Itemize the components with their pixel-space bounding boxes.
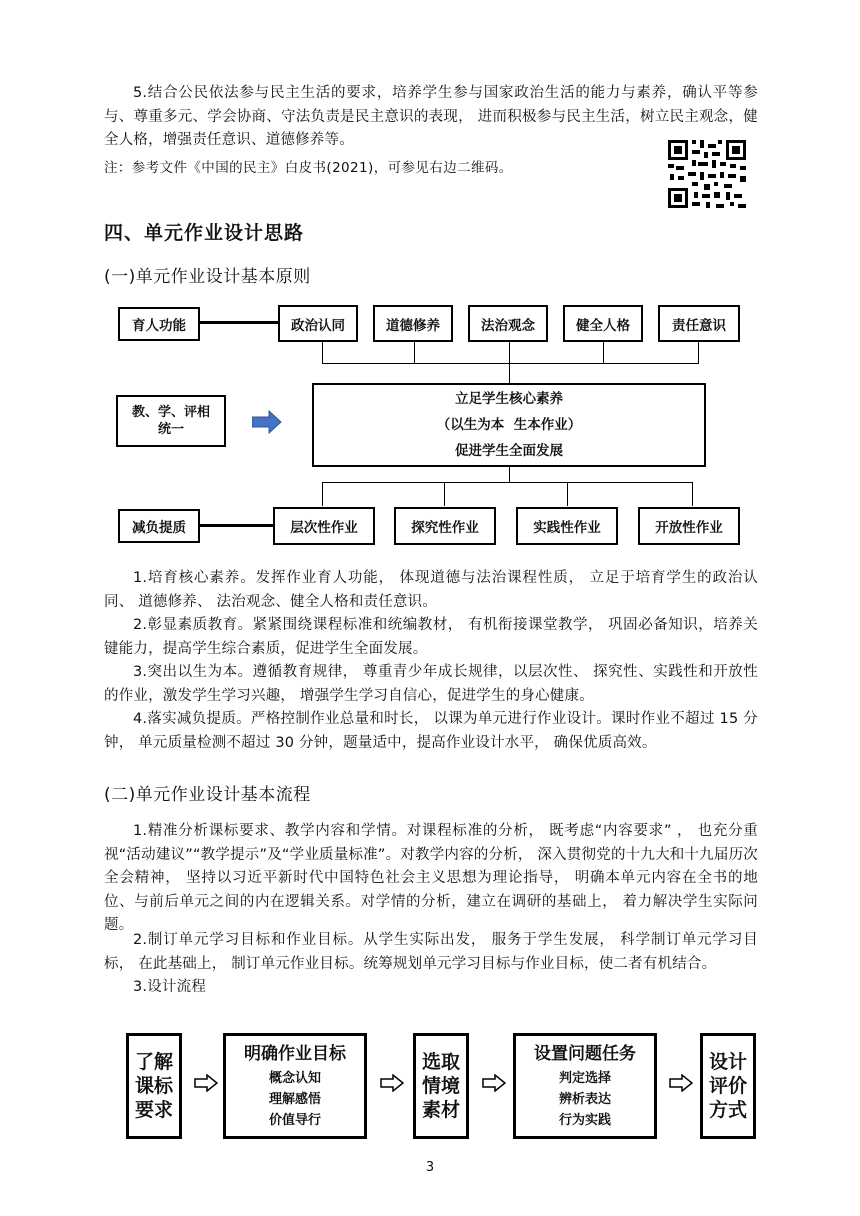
core-literacy-box	[312, 383, 706, 467]
right-arrow-icon	[252, 410, 282, 434]
box-political-identity: 政治认同	[278, 305, 358, 342]
flow-step-2	[223, 1033, 367, 1139]
connector-line	[692, 482, 693, 506]
flow-step-2-item-2: 理解感悟	[268, 1091, 321, 1107]
connector-line	[509, 363, 510, 383]
box-layered-homework: 层次性作业	[273, 507, 375, 545]
box-responsibility: 责任意识	[658, 305, 740, 342]
hollow-arrow-icon	[380, 1074, 404, 1092]
principle-para-2: 2.彰显素质教育。紧紧围绕课程标准和统编教材， 有机衔接课堂教学， 巩固必备知识，培养关键能力，提高学生综合素质，促进学生全面发展。	[104, 617, 758, 657]
box-practice-homework: 实践性作业	[516, 507, 618, 545]
hollow-arrow-icon	[482, 1074, 506, 1092]
connector-line	[414, 342, 415, 364]
flow-step-4-title: 设置问题任务	[534, 1043, 636, 1064]
connector-line	[444, 482, 445, 506]
connector-line	[322, 482, 693, 483]
part-2-title: (二)单元作业设计基本流程	[104, 785, 311, 805]
connector-line	[603, 342, 604, 364]
box-open-homework: 开放性作业	[638, 507, 740, 545]
part-1-title: (一)单元作业设计基本原则	[104, 267, 311, 287]
flow-step-4-item-3: 行为实践	[558, 1112, 611, 1128]
connector-line	[198, 524, 274, 527]
connector-line	[322, 363, 699, 364]
page-number: 3	[425, 1160, 435, 1175]
process-para-2: 2.制订单元学习目标和作业目标。从学生实际出发， 服务于学生发展， 科学制订单元学习目标， 在此基础上， 制订单元作业目标。统筹规划单元学习目标与作业目标，使二者有机结合。	[104, 932, 758, 972]
connector-line	[198, 321, 278, 324]
section-4-title: 四、单元作业设计思路	[104, 222, 305, 244]
connector-line	[698, 342, 699, 364]
box-moral-cultivation: 道德修养	[373, 305, 453, 342]
box-teach-learn-assess: 教、学、评相统一	[116, 395, 226, 447]
reference-note: 注：参考文件《中国的民主》白皮书(2021)，可参见右边二维码。	[104, 160, 513, 176]
process-para-1: 1.精准分析课标要求、教学内容和学情。对课程标准的分析， 既考虑“内容要求” ， 也充分重视“活动建议”“教学提示”及“学业质量标准”。对教学内容的分析， 深入贯彻党的十九大和十九届历次全会精神， 坚持以习近平新时代中国特色社会主义思想为理论指导， 明确本单元内容在全书的地位、与前后单元之间的内在逻辑关系。对学情的分析，建立在调研的基础上， 着力解决学生实际问题。	[104, 823, 758, 933]
flow-step-4-item-2: 辨析表达	[558, 1091, 611, 1107]
box-inquiry-homework: 探究性作业	[394, 507, 496, 545]
flow-step-1	[126, 1033, 182, 1139]
hollow-arrow-icon	[194, 1074, 218, 1092]
flow-step-5-label: 设计评价方式	[708, 1051, 747, 1121]
box-reduce-burden: 减负提质	[118, 509, 200, 543]
principle-para-3: 3.突出以生为本。遵循教育规律， 尊重青少年成长规律，以层次性、 探究性、实践性和开放性的作业，激发学生学习兴趣， 增强学生学习自信心，促进学生的身心健康。	[104, 664, 758, 704]
principle-para-4: 4.落实减负提质。严格控制作业总量和时长， 以课为单元进行作业设计。课时作业不超过 15 分钟， 单元质量检测不超过 30 分钟，题量适中，提高作业设计水平， 确保优质高效。	[104, 711, 758, 751]
flow-step-4-item-1: 判定选择	[558, 1070, 611, 1086]
principle-para-1: 1.培育核心素养。发挥作业育人功能， 体现道德与法治课程性质， 立足于培育学生的政治认同、 道德修养、 法治观念、健全人格和责任意识。	[104, 570, 758, 610]
intro-item-5: 5.结合公民依法参与民主生活的要求，培养学生参与国家政治生活的能力与素养，确认平等参与、尊重多元、学会协商、守法负责是民主意识的表现， 进而积极参与民主生活，树立民主观念，健全人格，增强责任意识、道德修养等。	[104, 85, 758, 148]
flow-step-5	[700, 1033, 756, 1139]
flow-step-2-item-1: 概念认知	[268, 1070, 321, 1086]
flow-step-4	[513, 1033, 657, 1139]
flow-step-3-label: 选取情境素材	[421, 1051, 460, 1121]
process-para-3: 3.设计流程	[133, 979, 207, 995]
flow-step-2-item-3: 价值导行	[268, 1112, 321, 1128]
hollow-arrow-icon	[669, 1074, 693, 1092]
box-rule-of-law: 法治观念	[468, 305, 548, 342]
connector-line	[567, 482, 568, 506]
flow-step-1-label: 了解课标要求	[134, 1051, 173, 1121]
connector-line	[322, 482, 323, 506]
flow-step-2-title: 明确作业目标	[244, 1043, 346, 1064]
box-sound-personality: 健全人格	[563, 305, 643, 342]
qr-code-icon	[664, 136, 750, 212]
connector-line	[509, 466, 510, 482]
core-line-2: （以生为本 生本作业）	[436, 417, 582, 433]
core-line-3: 促进学生全面发展	[455, 443, 563, 459]
connector-line	[322, 342, 323, 364]
flow-step-3	[413, 1033, 469, 1139]
connector-line	[509, 342, 510, 364]
box-education-function: 育人功能	[118, 307, 200, 341]
core-line-1: 立足学生核心素养	[455, 391, 563, 407]
